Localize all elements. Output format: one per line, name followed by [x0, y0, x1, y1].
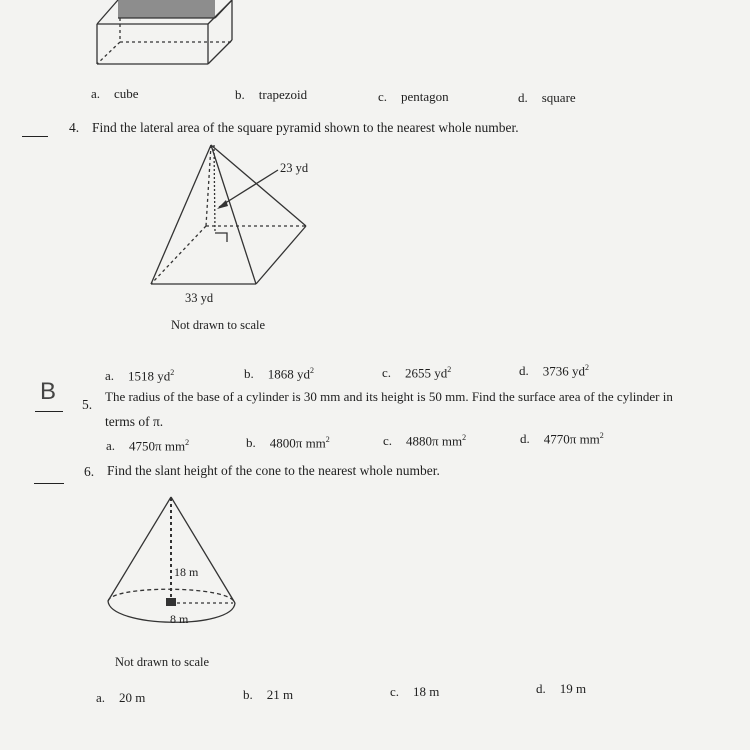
option-letter: d. [519, 363, 529, 379]
q6-option-b [243, 687, 293, 703]
option-letter: c. [382, 365, 392, 381]
handwritten-answer: B [40, 378, 57, 405]
option-value: 3736 yd [542, 363, 585, 379]
option-letter: d. [520, 431, 530, 447]
option-value: 1868 yd [267, 366, 310, 382]
option-exponent: 2 [599, 431, 604, 440]
option-value: 20 m [119, 690, 146, 705]
answer-blank-q6[interactable] [34, 483, 64, 484]
option-exponent: 2 [447, 365, 452, 374]
q6-scale-note: Not drawn to scale [115, 655, 210, 669]
option-value: 4750π mm [129, 438, 186, 454]
q3-option-a [91, 86, 139, 102]
q4-option-a [105, 368, 174, 384]
option-letter: a. [91, 86, 101, 101]
q4-option-b [244, 366, 314, 382]
q3-option-b [235, 87, 307, 103]
option-letter: a. [106, 438, 116, 454]
q5-number: 5. [82, 397, 93, 412]
q3-option-d [518, 90, 576, 106]
q5-option-d [520, 431, 604, 447]
option-letter: b. [235, 87, 245, 102]
option-value: 4800π mm [269, 435, 326, 451]
option-exponent: 2 [325, 435, 330, 444]
answer-blank-q4[interactable] [22, 136, 48, 137]
option-exponent: 2 [585, 363, 589, 372]
q5-option-a [106, 438, 189, 454]
option-value: 18 m [413, 684, 440, 699]
cone-height-label: 18 m [174, 565, 199, 579]
option-value: 19 m [559, 681, 587, 696]
q4-number: 4. [69, 120, 80, 135]
option-letter: c. [383, 433, 393, 449]
q5-question-line2: terms of π. [105, 414, 164, 429]
option-value: 2655 yd [405, 365, 448, 381]
option-exponent: 2 [462, 433, 467, 442]
cone-radius-label: 8 m [170, 612, 189, 626]
q6-question: Find the slant height of the cone to the nearest whole number. [107, 463, 440, 478]
q4-scale-note: Not drawn to scale [171, 318, 266, 332]
option-text: pentagon [401, 89, 449, 104]
option-exponent: 2 [185, 438, 190, 447]
option-value: 1518 yd [128, 368, 171, 384]
option-exponent: 2 [170, 368, 175, 377]
slant-height-label: 23 yd [280, 161, 309, 175]
q4-question: Find the lateral area of the square pyramid shown to the nearest whole number. [92, 120, 519, 135]
option-value: 21 m [266, 687, 294, 702]
option-exponent: 2 [310, 366, 314, 375]
option-letter: d. [536, 681, 546, 696]
q4-option-c [382, 365, 451, 381]
option-text: cube [114, 86, 139, 101]
option-letter: b. [244, 366, 254, 382]
q3-option-c [378, 89, 449, 105]
option-letter: a. [96, 690, 106, 705]
q6-option-c [390, 684, 439, 700]
option-letter: c. [390, 684, 400, 699]
answer-blank-q5[interactable] [35, 411, 63, 412]
q6-option-d [536, 681, 586, 697]
cone-figure [108, 497, 235, 622]
option-text: trapezoid [258, 87, 308, 102]
option-text: square [541, 90, 576, 105]
q6-option-a [96, 690, 145, 706]
q5-option-b [246, 435, 330, 451]
q5-option-c [383, 433, 466, 449]
base-edge-label: 33 yd [185, 291, 214, 305]
option-letter: d. [518, 90, 528, 105]
option-letter: c. [378, 89, 388, 104]
prism-figure [97, 0, 232, 64]
q4-option-d [519, 363, 589, 379]
option-letter: b. [243, 687, 253, 702]
option-letter: a. [105, 368, 115, 384]
option-value: 4880π mm [406, 433, 463, 449]
option-letter: b. [246, 435, 256, 451]
option-value: 4770π mm [543, 431, 600, 447]
q5-question-line1: The radius of the base of a cylinder is 30 mm and its height is 50 mm. Find the surface area of the cylinder in [105, 389, 673, 404]
q6-number: 6. [84, 464, 95, 479]
